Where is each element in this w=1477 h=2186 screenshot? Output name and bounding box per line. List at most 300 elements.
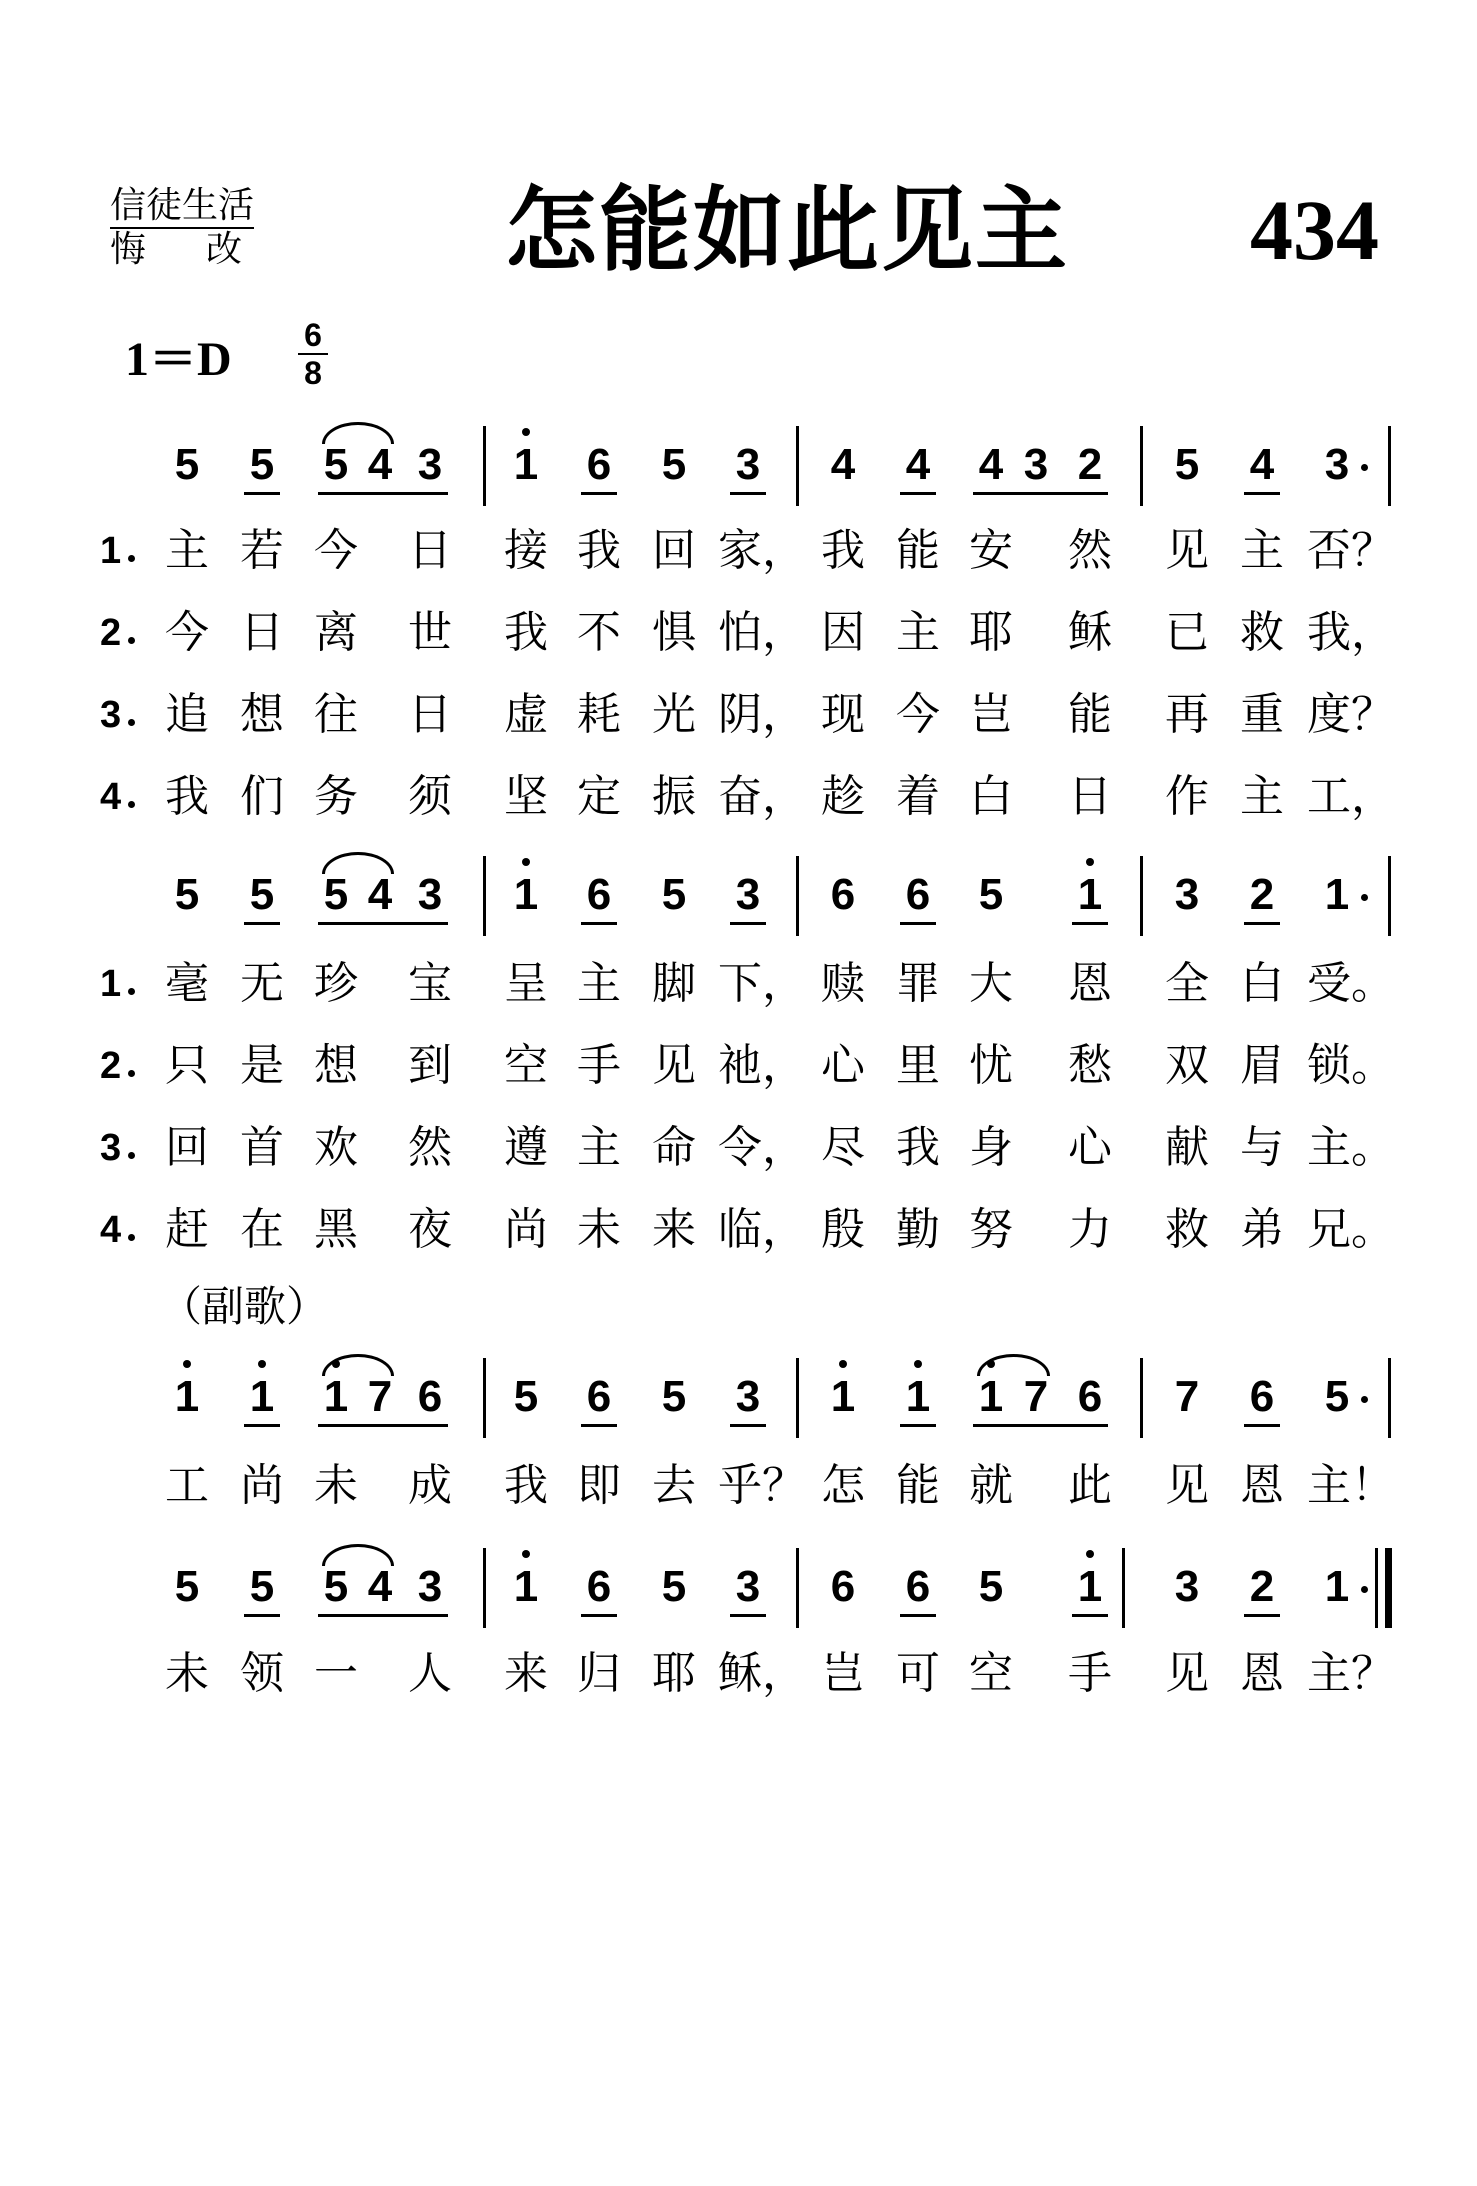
octave-dot xyxy=(1086,1550,1094,1558)
underline-beam xyxy=(318,1424,448,1427)
lyric-char: 家， xyxy=(718,525,806,576)
lyric-char: 恩 xyxy=(1240,1460,1284,1511)
lyric-char: 着 xyxy=(896,771,940,822)
underline-beam xyxy=(318,1614,448,1617)
note: 3 xyxy=(735,1562,761,1611)
lyric-char: 来 xyxy=(504,1648,548,1699)
underline-beam xyxy=(900,922,936,925)
lyric-char: 工 xyxy=(165,1460,209,1511)
octave-dot xyxy=(839,1360,847,1368)
lyric-char: 耶 xyxy=(652,1648,696,1699)
lyric-char: 忧 xyxy=(969,1040,1013,1091)
note: 6 xyxy=(1077,1372,1103,1421)
note: 7 xyxy=(1023,1372,1049,1421)
underline-beam xyxy=(318,492,448,495)
octave-dot xyxy=(183,1360,191,1368)
lyric-char: 锁。 xyxy=(1307,1040,1395,1091)
lyric-char: 未 xyxy=(577,1204,621,1255)
lyric-char: 无 xyxy=(240,958,284,1009)
barline xyxy=(1388,1358,1391,1438)
verse-number-dot xyxy=(128,637,135,644)
lyric-char: 振 xyxy=(652,771,696,822)
lyric-char: 空 xyxy=(504,1040,548,1091)
note: 6 xyxy=(586,440,612,489)
lyric-char: 殷 xyxy=(821,1204,865,1255)
barline xyxy=(483,1548,486,1628)
note: 2 xyxy=(1249,870,1275,919)
barline xyxy=(1140,1358,1143,1438)
note: 1 xyxy=(513,870,539,919)
barline xyxy=(796,856,799,936)
lyric-char: 兄。 xyxy=(1307,1204,1395,1255)
underline-beam xyxy=(581,1424,617,1427)
note: 1 xyxy=(174,1372,200,1421)
barline xyxy=(483,426,486,506)
octave-dot xyxy=(332,1360,340,1368)
verse-number: 3 xyxy=(100,1127,122,1169)
note: 1 xyxy=(513,1562,539,1611)
lyric-char: 主？ xyxy=(1307,1648,1395,1699)
lyric-char: 奋， xyxy=(718,771,806,822)
underline-beam xyxy=(244,492,280,495)
note: 1 xyxy=(1324,1562,1350,1611)
lyric-char: 乎？ xyxy=(718,1460,806,1511)
note: 5 xyxy=(249,870,275,919)
lyric-char: 呈 xyxy=(504,958,548,1009)
note: 1 xyxy=(830,1372,856,1421)
lyric-char: 主 xyxy=(896,607,940,658)
lyric-char: 主 xyxy=(577,958,621,1009)
lyric-char: 稣 xyxy=(1068,607,1112,658)
lyric-char: 能 xyxy=(1068,689,1112,740)
lyric-char: 力 xyxy=(1068,1204,1112,1255)
lyric-char: 安 xyxy=(969,525,1013,576)
lyric-char: 双 xyxy=(1165,1040,1209,1091)
note: 5 xyxy=(323,1562,349,1611)
note: 2 xyxy=(1077,440,1103,489)
lyric-char: 首 xyxy=(240,1122,284,1173)
lyric-char: 不 xyxy=(577,607,621,658)
lyric-char: 成 xyxy=(408,1460,452,1511)
lyric-char: 今 xyxy=(165,607,209,658)
lyric-char: 怎 xyxy=(821,1460,865,1511)
lyric-char: 大 xyxy=(969,958,1013,1009)
note: 4 xyxy=(905,440,931,489)
lyric-char: 尚 xyxy=(504,1204,548,1255)
chorus-label: （副歌） xyxy=(160,1282,329,1331)
lyric-char: 世 xyxy=(408,607,452,658)
lyric-char: 趁 xyxy=(821,771,865,822)
octave-dot xyxy=(522,858,530,866)
barline xyxy=(483,856,486,936)
octave-dot xyxy=(1086,858,1094,866)
lyric-char: 见 xyxy=(1165,525,1209,576)
barline xyxy=(1122,1548,1125,1628)
lyric-char: 然 xyxy=(408,1122,452,1173)
lyric-char: 恩 xyxy=(1068,958,1112,1009)
note: 5 xyxy=(661,870,687,919)
lyric-char: 现 xyxy=(821,689,865,740)
lyric-char: 令， xyxy=(718,1122,806,1173)
note: 5 xyxy=(1174,440,1200,489)
lyric-char: 光 xyxy=(652,689,696,740)
final-barline-thin xyxy=(1375,1548,1378,1628)
augmentation-dot xyxy=(1361,1586,1368,1593)
lyric-char: 罪 xyxy=(896,958,940,1009)
note: 1 xyxy=(978,1372,1004,1421)
lyric-char: 恩 xyxy=(1240,1648,1284,1699)
lyric-char: 手 xyxy=(1068,1648,1112,1699)
note: 3 xyxy=(417,440,443,489)
time-signature xyxy=(296,318,330,390)
lyric-char: 我 xyxy=(504,1460,548,1511)
note: 1 xyxy=(1077,870,1103,919)
note: 5 xyxy=(323,440,349,489)
lyric-char: 宝 xyxy=(408,958,452,1009)
lyric-char: 想 xyxy=(240,689,284,740)
lyric-char: 度？ xyxy=(1307,689,1395,740)
note: 6 xyxy=(830,870,856,919)
slur xyxy=(322,852,394,874)
lyric-char: 阴， xyxy=(718,689,806,740)
lyric-char: 勤 xyxy=(896,1204,940,1255)
lyric-char: 夜 xyxy=(408,1204,452,1255)
lyric-char: 此 xyxy=(1068,1460,1112,1511)
note: 6 xyxy=(905,870,931,919)
note: 4 xyxy=(978,440,1004,489)
final-barline-thick xyxy=(1385,1548,1392,1628)
lyric-char: 全 xyxy=(1165,958,1209,1009)
verse-number-dot xyxy=(128,1234,135,1241)
note: 1 xyxy=(323,1372,349,1421)
note: 1 xyxy=(249,1372,275,1421)
lyric-char: 惧 xyxy=(652,607,696,658)
category-label: 信徒生活 xyxy=(110,186,254,229)
lyric-char: 只 xyxy=(165,1040,209,1091)
lyric-char: 努 xyxy=(969,1204,1013,1255)
lyric-char: 黑 xyxy=(314,1204,358,1255)
lyric-char: 救 xyxy=(1165,1204,1209,1255)
time-signature-bottom: 8 xyxy=(304,355,322,391)
note: 1 xyxy=(905,1372,931,1421)
underline-beam xyxy=(244,1424,280,1427)
lyric-char: 能 xyxy=(896,1460,940,1511)
hymn-number: 434 xyxy=(1250,182,1379,278)
lyric-char: 在 xyxy=(240,1204,284,1255)
lyric-char: 往 xyxy=(314,689,358,740)
lyric-char: 人 xyxy=(408,1648,452,1699)
note: 6 xyxy=(586,870,612,919)
underline-beam xyxy=(244,922,280,925)
verse-number: 2 xyxy=(100,1045,122,1087)
lyric-char: 见 xyxy=(1165,1648,1209,1699)
lyric-char: 须 xyxy=(408,771,452,822)
slur xyxy=(322,1544,394,1566)
lyric-char: 愁 xyxy=(1068,1040,1112,1091)
note: 1 xyxy=(1324,870,1350,919)
subcategory-label: 悔改 xyxy=(110,229,303,270)
hymn-title: 怎能如此见主 xyxy=(505,176,1070,284)
underline-beam xyxy=(730,1614,766,1617)
underline-beam xyxy=(730,922,766,925)
lyric-char: 心 xyxy=(821,1040,865,1091)
note: 3 xyxy=(1324,440,1350,489)
lyric-char: 赎 xyxy=(821,958,865,1009)
note: 5 xyxy=(249,440,275,489)
note: 5 xyxy=(1324,1372,1350,1421)
augmentation-dot xyxy=(1361,894,1368,901)
lyric-char: 献 xyxy=(1165,1122,1209,1173)
lyric-char: 坚 xyxy=(504,771,548,822)
verse-number: 1 xyxy=(100,963,122,1005)
verse-number: 4 xyxy=(100,1209,122,1251)
verse-number-dot xyxy=(128,988,135,995)
note: 5 xyxy=(249,1562,275,1611)
note: 4 xyxy=(367,440,393,489)
lyric-char: 接 xyxy=(504,525,548,576)
note: 4 xyxy=(1249,440,1275,489)
lyric-char: 祂， xyxy=(718,1040,806,1091)
lyric-char: 见 xyxy=(652,1040,696,1091)
lyric-char: 尽 xyxy=(821,1122,865,1173)
lyric-char: 虚 xyxy=(504,689,548,740)
barline xyxy=(796,1358,799,1438)
note: 2 xyxy=(1249,1562,1275,1611)
lyric-char: 日 xyxy=(408,689,452,740)
lyric-char: 救 xyxy=(1240,607,1284,658)
note: 3 xyxy=(735,870,761,919)
underline-beam xyxy=(973,1424,1108,1427)
augmentation-dot xyxy=(1361,464,1368,471)
note: 1 xyxy=(513,440,539,489)
underline-beam xyxy=(318,922,448,925)
note: 6 xyxy=(905,1562,931,1611)
lyric-char: 工， xyxy=(1307,771,1395,822)
note: 1 xyxy=(1077,1562,1103,1611)
lyric-char: 一 xyxy=(314,1648,358,1699)
lyric-char: 遵 xyxy=(504,1122,548,1173)
verse-number: 4 xyxy=(100,776,122,818)
verse-number-dot xyxy=(128,1152,135,1159)
note: 3 xyxy=(1174,1562,1200,1611)
lyric-char: 离 xyxy=(314,607,358,658)
lyric-char: 临， xyxy=(718,1204,806,1255)
lyric-char: 我 xyxy=(504,607,548,658)
note: 4 xyxy=(367,870,393,919)
octave-dot xyxy=(522,1550,530,1558)
verse-number-dot xyxy=(128,555,135,562)
underline-beam xyxy=(900,492,936,495)
lyric-char: 日 xyxy=(1068,771,1112,822)
lyric-char: 已 xyxy=(1165,607,1209,658)
note: 6 xyxy=(417,1372,443,1421)
lyric-char: 脚 xyxy=(652,958,696,1009)
barline xyxy=(796,426,799,506)
underline-beam xyxy=(1244,922,1280,925)
note: 5 xyxy=(661,440,687,489)
lyric-char: 与 xyxy=(1240,1122,1284,1173)
lyric-char: 白 xyxy=(969,771,1013,822)
lyric-char: 主 xyxy=(1240,771,1284,822)
lyric-char: 岂 xyxy=(969,689,1013,740)
lyric-char: 因 xyxy=(821,607,865,658)
lyric-char: 白 xyxy=(1240,958,1284,1009)
lyric-char: 回 xyxy=(652,525,696,576)
lyric-char: 追 xyxy=(165,689,209,740)
slur xyxy=(322,422,394,444)
lyric-char: 重 xyxy=(1240,689,1284,740)
lyric-char: 即 xyxy=(577,1460,621,1511)
note: 6 xyxy=(586,1562,612,1611)
lyric-char: 下， xyxy=(718,958,806,1009)
octave-dot xyxy=(522,428,530,436)
underline-beam xyxy=(581,492,617,495)
lyric-char: 我 xyxy=(577,525,621,576)
time-signature-top: 6 xyxy=(304,317,322,353)
barline xyxy=(1388,426,1391,506)
note: 5 xyxy=(978,870,1004,919)
lyric-char: 耗 xyxy=(577,689,621,740)
lyric-char: 身 xyxy=(969,1122,1013,1173)
note: 5 xyxy=(978,1562,1004,1611)
note: 5 xyxy=(661,1562,687,1611)
barline xyxy=(1388,856,1391,936)
lyric-char: 们 xyxy=(240,771,284,822)
underline-beam xyxy=(1072,922,1108,925)
lyric-char: 定 xyxy=(577,771,621,822)
lyric-char: 未 xyxy=(165,1648,209,1699)
lyric-char: 欢 xyxy=(314,1122,358,1173)
lyric-char: 弟 xyxy=(1240,1204,1284,1255)
note: 4 xyxy=(367,1562,393,1611)
key-signature: 1＝D xyxy=(125,333,232,386)
lyric-char: 命 xyxy=(652,1122,696,1173)
lyric-char: 去 xyxy=(652,1460,696,1511)
lyric-char: 今 xyxy=(896,689,940,740)
lyric-char: 主。 xyxy=(1307,1122,1395,1173)
note: 5 xyxy=(661,1372,687,1421)
lyric-char: 我 xyxy=(165,771,209,822)
verse-number: 2 xyxy=(100,612,122,654)
note: 5 xyxy=(174,1562,200,1611)
lyric-char: 主！ xyxy=(1307,1460,1395,1511)
octave-dot xyxy=(258,1360,266,1368)
lyric-char: 未 xyxy=(314,1460,358,1511)
octave-dot xyxy=(987,1360,995,1368)
underline-beam xyxy=(1244,1424,1280,1427)
lyric-char: 眉 xyxy=(1240,1040,1284,1091)
lyric-char: 今 xyxy=(314,525,358,576)
lyric-char: 回 xyxy=(165,1122,209,1173)
lyric-char: 主 xyxy=(1240,525,1284,576)
lyric-char: 里 xyxy=(896,1040,940,1091)
verse-number-dot xyxy=(128,1070,135,1077)
note: 4 xyxy=(830,440,856,489)
lyric-char: 就 xyxy=(969,1460,1013,1511)
underline-beam xyxy=(1244,492,1280,495)
lyric-char: 否？ xyxy=(1307,525,1395,576)
barline xyxy=(1140,426,1143,506)
note: 3 xyxy=(417,1562,443,1611)
lyric-char: 心 xyxy=(1068,1122,1112,1173)
barline xyxy=(796,1548,799,1628)
verse-number-dot xyxy=(128,801,135,808)
lyric-char: 珍 xyxy=(314,958,358,1009)
lyric-char: 日 xyxy=(408,525,452,576)
lyric-char: 主 xyxy=(577,1122,621,1173)
note: 6 xyxy=(586,1372,612,1421)
lyric-char: 能 xyxy=(896,525,940,576)
note: 7 xyxy=(1174,1372,1200,1421)
note: 3 xyxy=(1023,440,1049,489)
lyric-char: 见 xyxy=(1165,1460,1209,1511)
underline-beam xyxy=(1244,1614,1280,1617)
note: 5 xyxy=(513,1372,539,1421)
lyric-char: 尚 xyxy=(240,1460,284,1511)
note: 6 xyxy=(830,1562,856,1611)
underline-beam xyxy=(244,1614,280,1617)
lyric-char: 我 xyxy=(821,525,865,576)
barline xyxy=(1140,856,1143,936)
lyric-char: 耶 xyxy=(969,607,1013,658)
underline-beam xyxy=(730,1424,766,1427)
lyric-char: 手 xyxy=(577,1040,621,1091)
lyric-char: 是 xyxy=(240,1040,284,1091)
note: 5 xyxy=(174,440,200,489)
note: 6 xyxy=(1249,1372,1275,1421)
lyric-char: 岂 xyxy=(821,1648,865,1699)
octave-dot xyxy=(914,1360,922,1368)
underline-beam xyxy=(581,922,617,925)
lyric-char: 想 xyxy=(314,1040,358,1091)
lyric-char: 我 xyxy=(896,1122,940,1173)
underline-beam xyxy=(581,1614,617,1617)
note: 5 xyxy=(174,870,200,919)
lyric-char: 我， xyxy=(1307,607,1395,658)
underline-beam xyxy=(1072,1614,1108,1617)
lyric-char: 若 xyxy=(240,525,284,576)
note: 3 xyxy=(735,440,761,489)
verse-number: 3 xyxy=(100,694,122,736)
underline-beam xyxy=(900,1424,936,1427)
lyric-char: 再 xyxy=(1165,689,1209,740)
lyric-char: 到 xyxy=(408,1040,452,1091)
lyric-char: 来 xyxy=(652,1204,696,1255)
lyric-char: 归 xyxy=(577,1648,621,1699)
lyric-char: 可 xyxy=(896,1648,940,1699)
lyric-char: 稣， xyxy=(718,1648,806,1699)
barline xyxy=(483,1358,486,1438)
lyric-char: 受。 xyxy=(1307,958,1395,1009)
verse-number-dot xyxy=(128,719,135,726)
note: 3 xyxy=(735,1372,761,1421)
lyric-char: 然 xyxy=(1068,525,1112,576)
underline-beam xyxy=(973,492,1108,495)
note: 7 xyxy=(367,1372,393,1421)
augmentation-dot xyxy=(1361,1396,1368,1403)
lyric-char: 毫 xyxy=(165,958,209,1009)
lyric-char: 空 xyxy=(969,1648,1013,1699)
underline-beam xyxy=(900,1614,936,1617)
note: 3 xyxy=(417,870,443,919)
lyric-char: 日 xyxy=(240,607,284,658)
lyric-char: 赶 xyxy=(165,1204,209,1255)
lyric-char: 领 xyxy=(240,1648,284,1699)
note: 5 xyxy=(323,870,349,919)
lyric-char: 务 xyxy=(314,771,358,822)
verse-number: 1 xyxy=(100,530,122,572)
underline-beam xyxy=(730,492,766,495)
